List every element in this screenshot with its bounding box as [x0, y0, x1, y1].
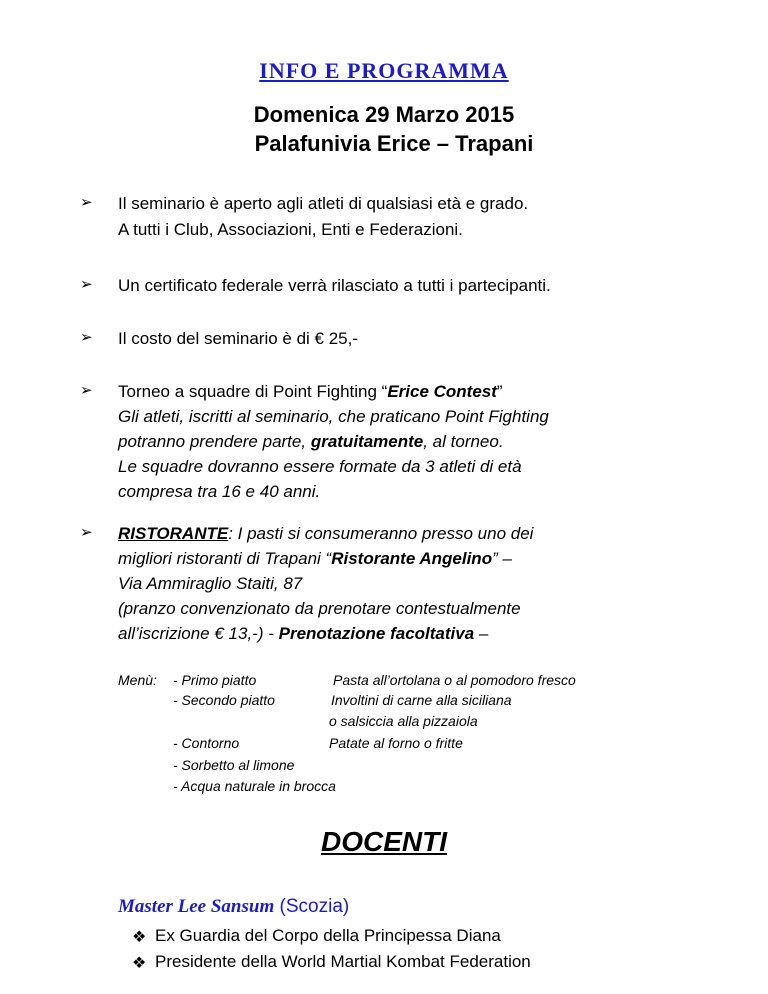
master-name: Master Lee Sansum — [118, 896, 275, 917]
menu-course: - Secondo piatto — [173, 692, 275, 708]
master-credential: Ex Guardia del Corpo della Principessa Diana — [155, 926, 501, 945]
bullet-text — [118, 547, 512, 571]
master-credential: Presidente della World Martial Kombat Federation — [155, 952, 531, 971]
bullet-text: Gli atleti, iscritti al seminario, che praticano Point Fighting — [118, 407, 549, 426]
bullet-text: A tutti i Club, Associazioni, Enti e Federazioni. — [118, 220, 463, 239]
bullet-text: Via Ammiraglio Staiti, 87 — [118, 574, 303, 593]
menu-course: - Acqua naturale in brocca — [173, 778, 336, 794]
master-country: (Scozia) — [279, 896, 350, 917]
bullet-text-part: Torneo a squadre di Point Fighting “ — [118, 382, 388, 401]
menu-dish: o salsiccia alla pizzaiola — [329, 713, 478, 729]
restaurant-name: Ristorante Angelino — [331, 549, 493, 568]
page-title: INFO E PROGRAMMA — [259, 58, 509, 83]
event-venue: Palafunivia Erice – Trapani — [254, 131, 534, 156]
booking-note: Prenotazione facoltativa — [278, 624, 475, 643]
contest-name: Erice Contest — [387, 382, 497, 401]
bullet-text: (pranzo convenzionato da prenotare contestualmente — [118, 599, 521, 618]
bullet-text-part: migliori ristoranti di Trapani “ — [118, 549, 332, 568]
bullet-text: Il seminario è aperto agli atleti di qualsiasi età e grado. — [118, 194, 529, 213]
menu-course: - Primo piatto — [173, 672, 257, 688]
menu-dish: Involtini di carne alla siciliana — [331, 692, 512, 708]
menu-dish: Patate al forno o fritte — [329, 735, 463, 751]
bullet-text-part: ” — [496, 382, 503, 401]
arrow-bullet-icon: ➢ — [80, 524, 93, 541]
diamond-bullet-icon: ❖ — [132, 929, 147, 946]
master-heading — [118, 896, 349, 918]
arrow-bullet-icon: ➢ — [80, 194, 93, 211]
restaurant-label: RISTORANTE — [118, 524, 229, 543]
diamond-bullet-icon: ❖ — [132, 955, 147, 972]
arrow-bullet-icon: ➢ — [80, 276, 93, 293]
bullet-text — [118, 622, 488, 646]
bullet-text-part: ” – — [492, 549, 512, 568]
bullet-text-part: : I pasti si consumeranno presso uno dei — [228, 524, 534, 543]
arrow-bullet-icon: ➢ — [80, 329, 93, 346]
menu-course: - Sorbetto al limone — [173, 757, 295, 773]
bullet-text-bold: gratuitamente — [310, 432, 424, 451]
menu-label: Menù: — [118, 672, 157, 688]
menu-dish: Pasta all’ortolana o al pomodoro fresco — [333, 672, 576, 688]
bullet-text-part: , al torneo. — [423, 432, 504, 451]
docenti-heading: DOCENTI — [321, 826, 447, 857]
event-date: Domenica 29 Marzo 2015 — [253, 102, 515, 127]
bullet-text-part: potranno prendere parte, — [118, 432, 311, 451]
bullet-text: compresa tra 16 e 40 anni. — [118, 482, 321, 501]
menu-course: - Contorno — [173, 735, 240, 751]
bullet-text — [118, 380, 503, 404]
bullet-text-part: all’iscrizione € 13,-) - — [118, 624, 279, 643]
bullet-text: Un certificato federale verrà rilasciato a tutti i partecipanti. — [118, 276, 551, 295]
bullet-text: Il costo del seminario è di € 25,- — [118, 329, 359, 348]
bullet-text — [118, 430, 504, 454]
arrow-bullet-icon: ➢ — [80, 382, 93, 399]
bullet-text: Le squadre dovranno essere formate da 3 atleti di età — [118, 457, 522, 476]
bullet-text — [118, 522, 533, 546]
bullet-text-part: – — [474, 624, 489, 643]
